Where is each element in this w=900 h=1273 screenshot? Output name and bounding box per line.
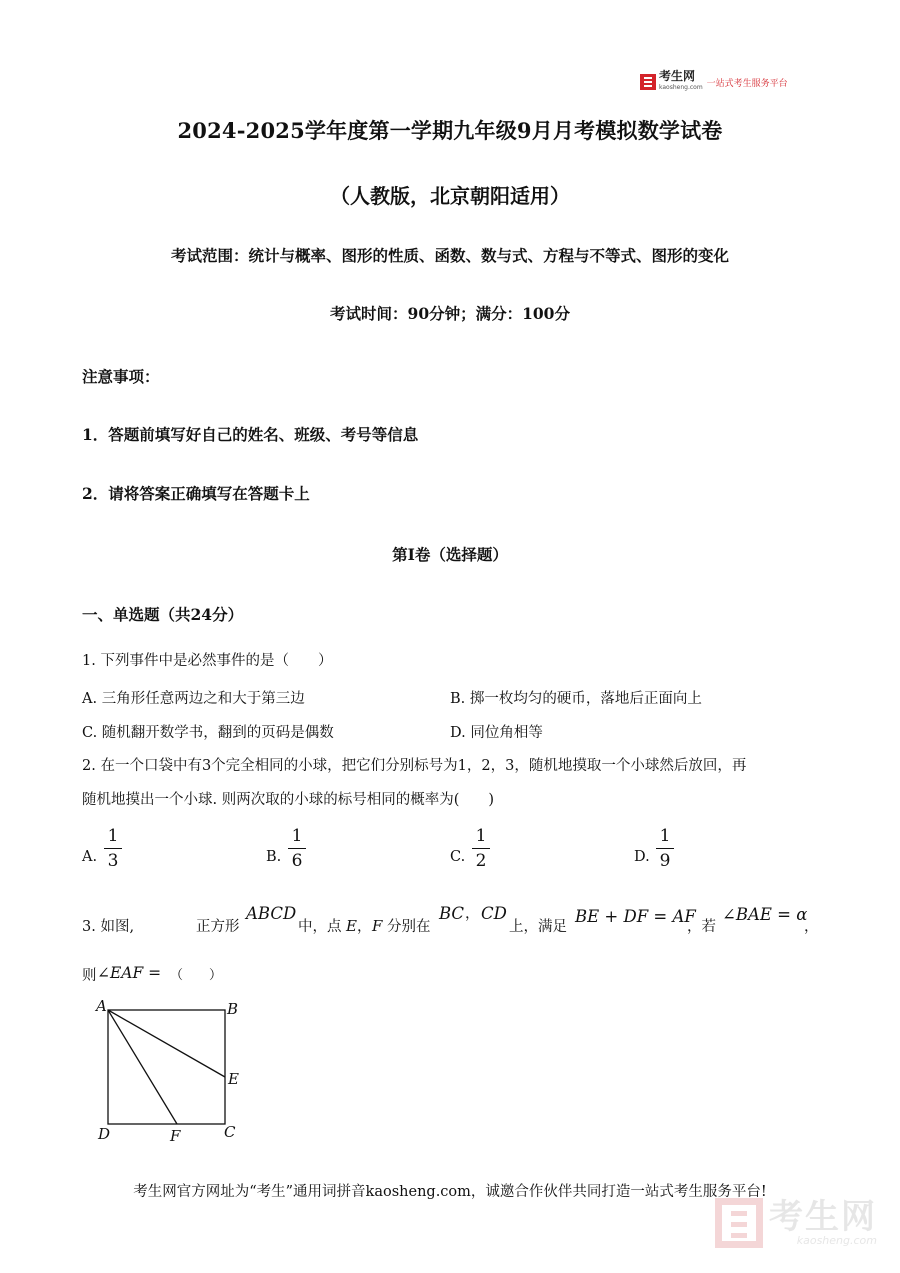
q2-option-b-label: B.	[266, 849, 282, 865]
brand-logo	[640, 69, 788, 92]
q2-option-c-fraction: 1 2	[472, 826, 490, 871]
exam-time: 考试时间：90分钟；满分：100分	[330, 304, 570, 323]
q2-option-d-fraction: 1 9	[656, 826, 674, 871]
label-a: A	[96, 997, 107, 1015]
part-title: 第I卷（选择题）	[392, 545, 508, 564]
q3-math-bc: BC	[439, 904, 465, 923]
logo-slogan: 一站式考生服务平台	[706, 78, 788, 89]
q3-text: ，若	[687, 919, 716, 935]
q3-math-abcd: ABCD	[246, 904, 297, 923]
logo-domain: kaosheng.com	[659, 84, 703, 91]
q3-number: 3. 如图,	[82, 919, 135, 935]
q3-text: ，	[357, 919, 372, 935]
segment-af	[108, 1010, 177, 1124]
q3-blank: （ ）	[170, 968, 223, 983]
watermark-name: 考生网	[769, 1197, 877, 1237]
section-title: 一、单选题（共24分）	[82, 605, 244, 624]
q1-option-d: D. 同位角相等	[450, 725, 543, 741]
q2-stem-line1: 2. 在一个口袋中有3个完全相同的小球，把它们分别标号为1，2，3，随机地摸取一个小球然后放回，再	[82, 758, 747, 774]
q3-math-angle-bae: ∠BAE = α	[722, 905, 808, 924]
q1-option-a: A. 三角形任意两边之和大于第三边	[82, 691, 305, 707]
label-b: B	[227, 1000, 239, 1018]
q2-option-d-label: D.	[634, 849, 650, 865]
label-e: E	[228, 1070, 239, 1088]
q3-text: 正方形	[196, 919, 240, 935]
watermark	[715, 1198, 877, 1248]
q2-option-a-label: A.	[82, 849, 98, 865]
q2-option-b-fraction: 1 6	[288, 826, 306, 871]
footer-text: 考生网官方网址为“考生”通用词拼音kaosheng.com，诚邀合作伙伴共同打造一站式考生服务平台!	[133, 1184, 767, 1200]
note-item: 1．答题前填写好自己的姓名、班级、考号等信息	[82, 425, 419, 444]
q2-option-c-label: C.	[450, 849, 466, 865]
notes-heading: 注意事项：	[82, 367, 160, 386]
q3-text: ，	[804, 919, 819, 935]
q3-math-condition: BE + DF = AF	[575, 907, 696, 926]
segment-ae	[108, 1010, 225, 1077]
q3-text: 中，点	[298, 919, 342, 935]
label-d: D	[98, 1125, 111, 1143]
q3-math-f: F	[372, 917, 383, 935]
q3-text: ，	[465, 906, 480, 922]
q3-text: 上，满足	[509, 919, 567, 935]
q3-math-cd: CD	[481, 904, 507, 923]
watermark-domain: kaosheng.com	[796, 1234, 877, 1247]
q3-math-e: E	[346, 917, 357, 935]
q1-option-c: C. 随机翻开数学书，翻到的页码是偶数	[82, 725, 334, 741]
logo-name: 考生网	[659, 69, 696, 83]
q3-figure	[90, 995, 250, 1145]
note-item: 2．请将答案正确填写在答题卡上	[82, 484, 310, 503]
q3-math-angle-eaf: ∠EAF =	[97, 964, 162, 982]
q3-text: 则	[82, 968, 97, 984]
page-subtitle: （人教版，北京朝阳适用）	[330, 184, 570, 208]
watermark-logo-icon	[715, 1198, 763, 1248]
label-c: C	[224, 1123, 236, 1141]
exam-scope: 考试范围：统计与概率、图形的性质、函数、数与式、方程与不等式、图形的变化	[170, 246, 729, 265]
q2-stem-line2: 随机地摸出一个小球. 则两次取的小球的标号相同的概率为( )	[82, 792, 495, 808]
q3-text: 分别在	[387, 919, 431, 935]
q1-stem: 1. 下列事件中是必然事件的是（ ）	[82, 653, 333, 669]
q2-option-a-fraction: 1 3	[104, 826, 122, 871]
q1-option-b: B. 掷一枚均匀的硬币，落地后正面向上	[450, 691, 702, 707]
logo-icon	[640, 74, 656, 90]
label-f: F	[170, 1127, 181, 1145]
page-title: 2024-2025学年度第一学期九年级9月月考模拟数学试卷	[177, 118, 723, 143]
